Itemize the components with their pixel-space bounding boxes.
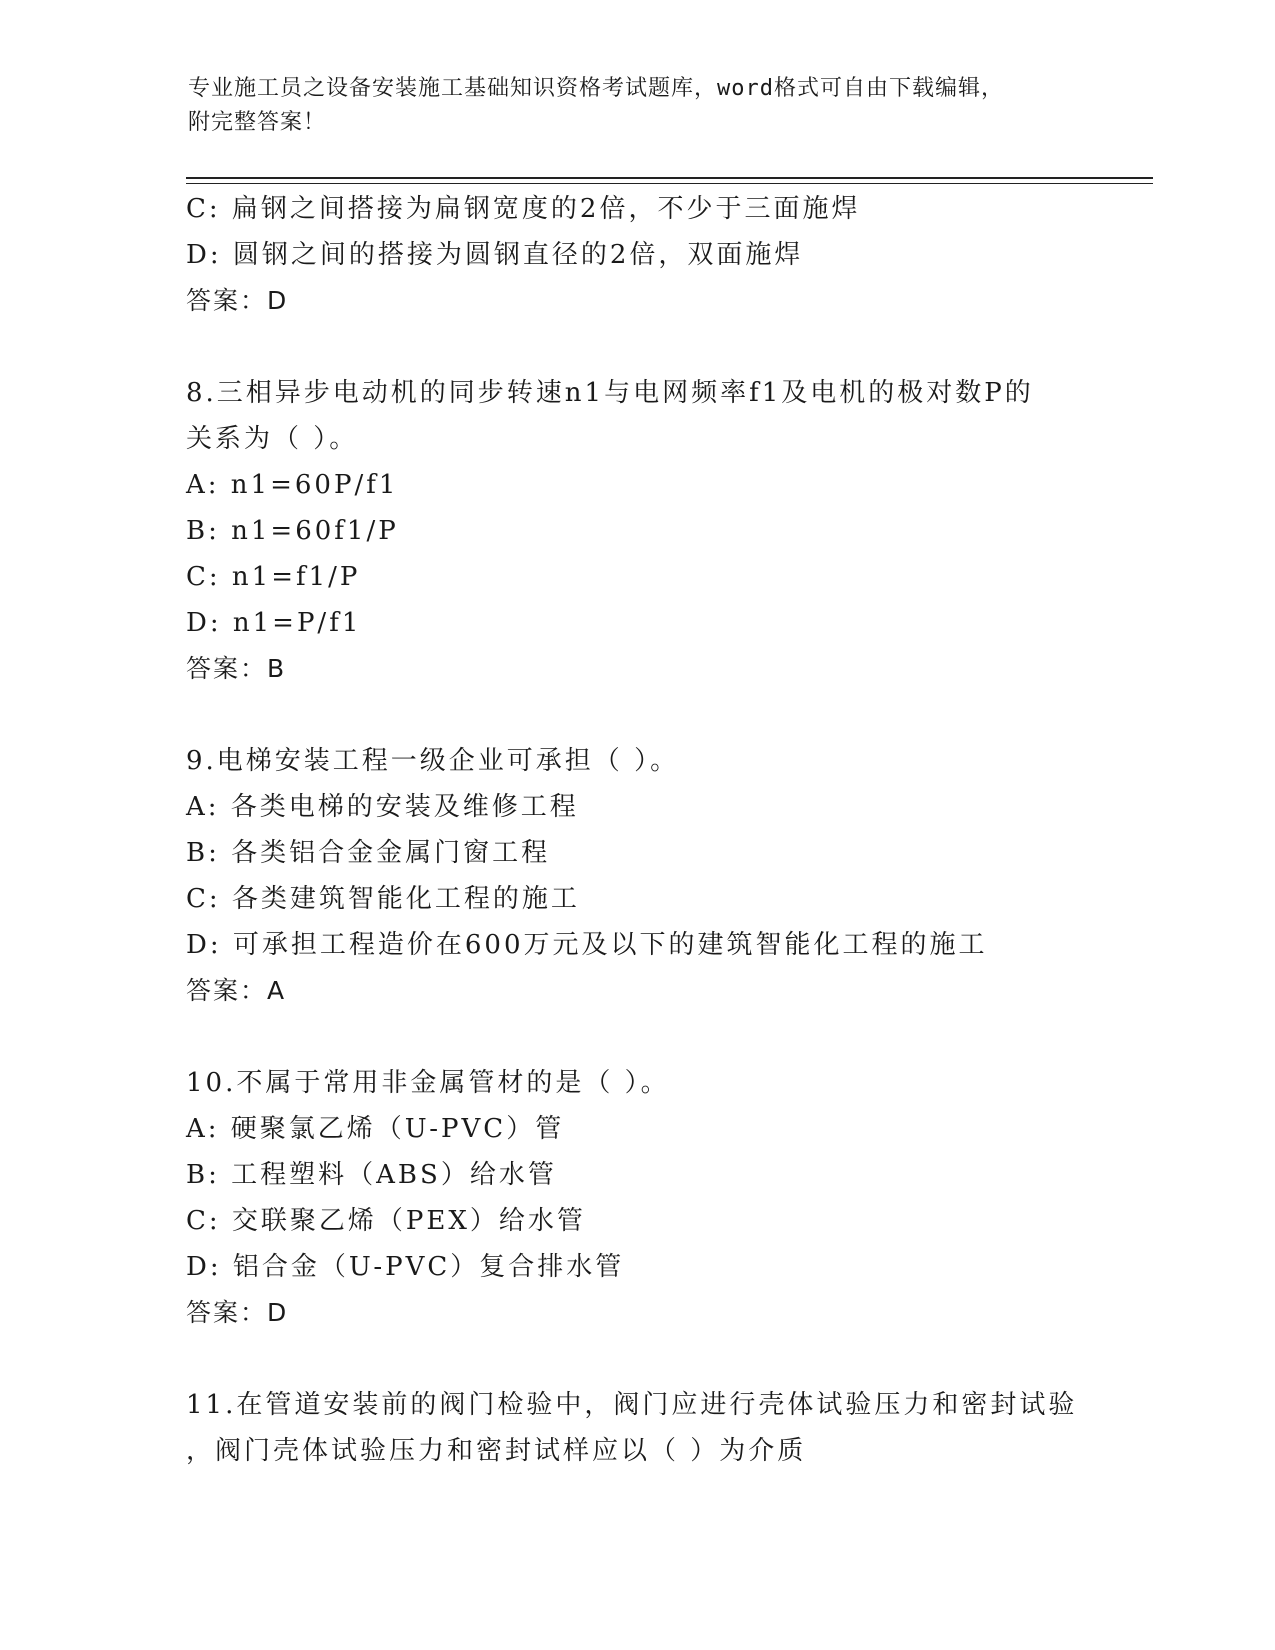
option-d: D: n1=P/f1 xyxy=(186,608,362,638)
header-line-1: 专业施工员之设备安装施工基础知识资格考试题库，word格式可自由下载编辑， xyxy=(188,76,1004,101)
option-a: A: 硬聚氯乙烯（U-PVC）管 xyxy=(186,1114,565,1144)
spacer xyxy=(186,1014,1086,1060)
option-d: D: 圆钢之间的搭接为圆钢直径的2倍，双面施焊 xyxy=(186,240,804,270)
header-divider-thin xyxy=(186,183,1153,184)
option-b: B: 各类铝合金金属门窗工程 xyxy=(186,838,551,868)
question-stem: 9.电梯安装工程一级企业可承担（ ）。 xyxy=(186,746,680,776)
option-a: A: n1=60P/f1 xyxy=(186,470,399,500)
question-stem-cont: 关系为（ ）。 xyxy=(186,424,359,454)
option-a: A: 各类电梯的安装及维修工程 xyxy=(186,792,579,822)
option-b: B: n1=60f1/P xyxy=(186,516,399,546)
question-11 xyxy=(186,1382,1086,1474)
answer: 答案：D xyxy=(186,1298,289,1327)
question-stem: 8.三相异步电动机的同步转速n1与电网频率f1及电机的极对数P的 xyxy=(186,378,1034,408)
answer: 答案：B xyxy=(186,654,287,683)
option-b: B: 工程塑料（ABS）给水管 xyxy=(186,1160,557,1190)
question-list xyxy=(186,186,1086,1474)
answer: 答案：A xyxy=(186,976,287,1005)
answer: 答案：D xyxy=(186,286,289,315)
question-stem-cont: ，阀门壳体试验压力和密封试样应以（ ）为介质 xyxy=(186,1436,807,1466)
question-9 xyxy=(186,738,1086,1014)
option-c: C: 扁钢之间搭接为扁钢宽度的2倍，不少于三面施焊 xyxy=(186,194,861,224)
option-d: D: 铝合金（U-PVC）复合排水管 xyxy=(186,1252,625,1282)
question-7 xyxy=(186,186,1086,324)
question-stem: 11.在管道安装前的阀门检验中，阀门应进行壳体试验压力和密封试验 xyxy=(186,1390,1078,1420)
document-header xyxy=(188,72,1088,140)
question-10 xyxy=(186,1060,1086,1336)
header-line-2: 附完整答案！ xyxy=(188,110,327,135)
option-c: C: n1=f1/P xyxy=(186,562,361,592)
question-8 xyxy=(186,370,1086,692)
header-divider xyxy=(186,177,1153,179)
option-d: D: 可承担工程造价在600万元及以下的建筑智能化工程的施工 xyxy=(186,930,988,960)
spacer xyxy=(186,324,1086,370)
option-c: C: 交联聚乙烯（PEX）给水管 xyxy=(186,1206,586,1236)
spacer xyxy=(186,1336,1086,1382)
option-c: C: 各类建筑智能化工程的施工 xyxy=(186,884,580,914)
spacer xyxy=(186,692,1086,738)
question-stem: 10.不属于常用非金属管材的是（ ）。 xyxy=(186,1068,670,1098)
